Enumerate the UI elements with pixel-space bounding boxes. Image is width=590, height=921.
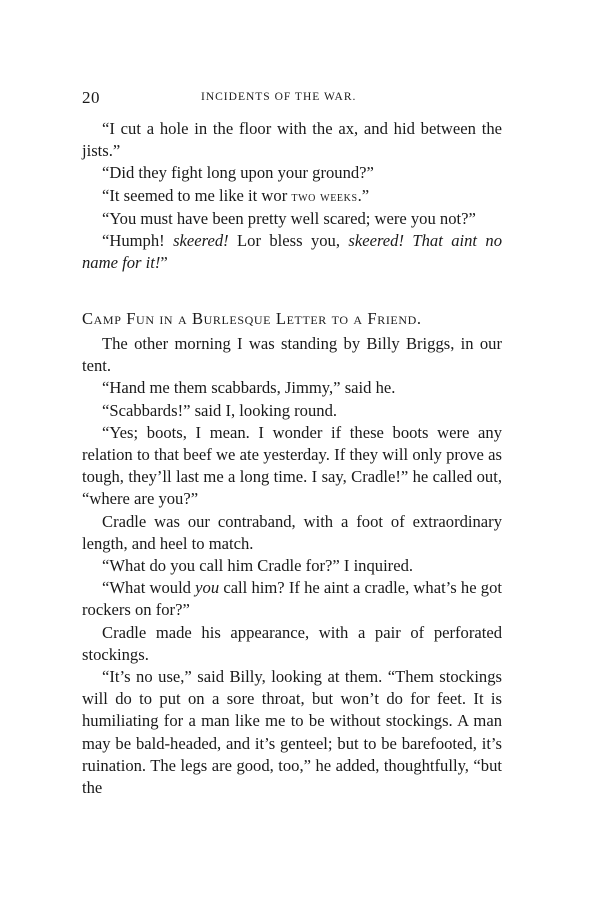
paragraph-text: “It seemed to me like it wor (102, 185, 292, 205)
emphasis-text: skeered! (348, 231, 404, 251)
paragraph (82, 230, 502, 274)
emphasis-text: you (195, 578, 220, 598)
paragraph (82, 577, 502, 621)
paragraph: Cradle made his appearance, with a pair of perforated stockings. (82, 622, 502, 664)
paragraph-text: ” (160, 253, 168, 273)
paragraph: The other morning I was standing by Billy Briggs, in our tent. (82, 334, 502, 376)
running-title: INCIDENTS OF THE WAR. (201, 91, 357, 103)
paragraph-text: “What would (102, 578, 196, 598)
small-caps-text: two weeks (291, 188, 358, 205)
emphasis-text: skeered! (173, 231, 229, 251)
emphasis-text: That aint no name for it! (82, 231, 502, 273)
paragraph: “Hand me them scabbards, Jimmy,” said he. (102, 378, 396, 398)
paragraph: “Did they fight long upon your ground?” (102, 163, 374, 183)
paragraph-text: “Humph! (102, 231, 174, 251)
paragraph-text: Lor bless you, (228, 231, 349, 251)
paragraph: “What do you call him Cradle for?” I inquired. (102, 556, 414, 576)
paragraph-text: .” (357, 185, 370, 205)
page-number: 20 (82, 88, 100, 107)
paragraph: “It’s no use,” said Billy, looking at them. “Them stockings will do to put on a sore throat, but won’t do for feet. It is humiliating for a man like me to be without stockings. A man may be bald-headed, and it’s genteel; but to be barefooted, it’s ruination. The legs are good, too,” he added, thoughtfully, “but the (82, 667, 502, 798)
running-head (82, 88, 502, 108)
dialogue-block (82, 118, 502, 274)
paragraph: “Scabbards!” said I, looking round. (102, 400, 338, 420)
paragraph-text: call him? If he aint a cradle, what’s he got rockers on for?” (82, 578, 502, 620)
section-heading: Camp Fun in a Burlesque Letter to a Friend. (82, 309, 422, 328)
paragraph: “I cut a hole in the floor with the ax, and hid between the jists.” (82, 119, 502, 161)
story-block (82, 333, 502, 799)
paragraph: “You must have been pretty well scared; were you not?” (102, 208, 476, 228)
paragraph: Cradle was our contraband, with a foot of extraordinary length, and heel to match. (82, 511, 502, 553)
paragraph (82, 185, 502, 208)
paragraph: “Yes; boots, I mean. I wonder if these boots were any relation to that beef we ate yesterday. If they will only prove as tough, they’ll last me a long time. I say, Cradle!” he called out, “where are you?” (82, 422, 502, 509)
